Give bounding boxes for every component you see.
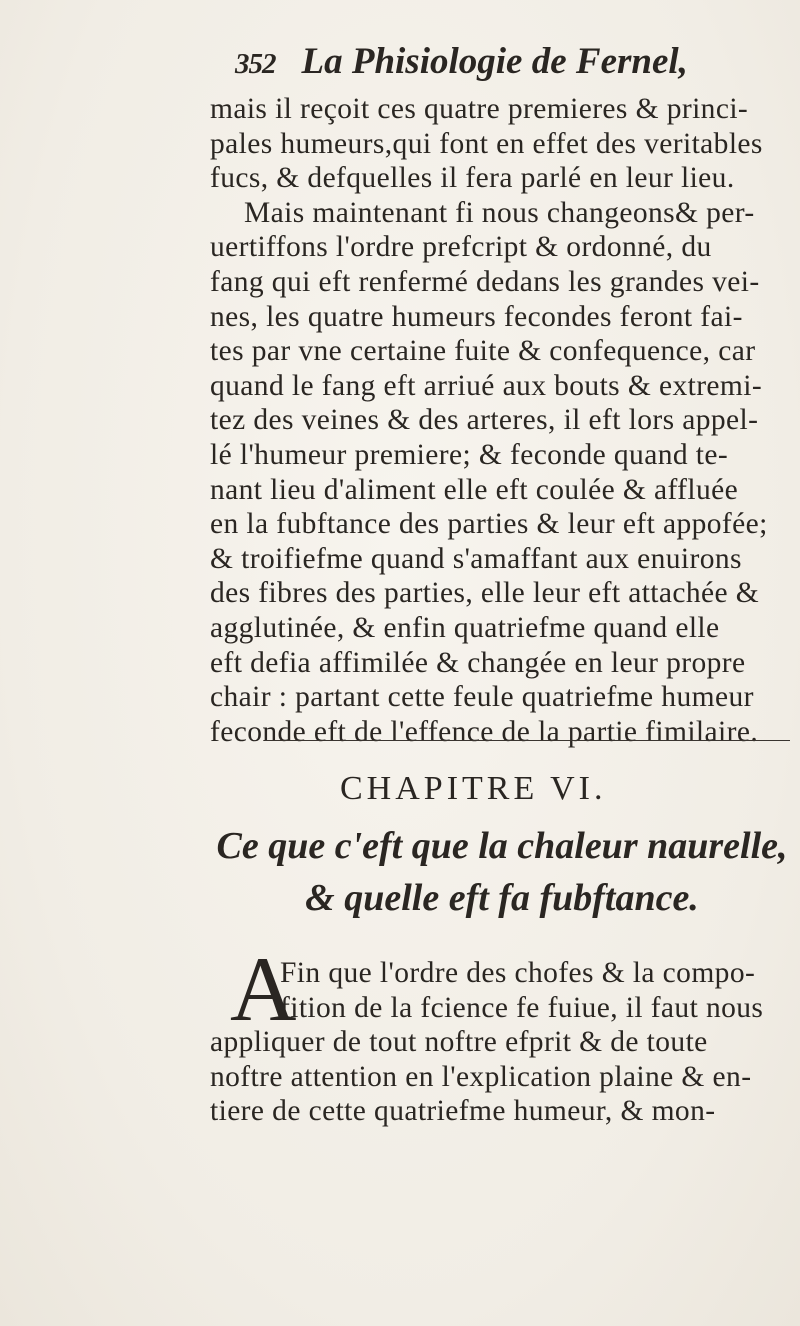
chapter-title-line: Ce que c'eft que la chaleur naurelle, [216, 825, 788, 867]
text-line: chair : partant cette feule quatriefme humeur [210, 681, 754, 714]
text-line: des fibres des parties, elle leur eft attachée & [210, 577, 760, 610]
chapter-title [212, 820, 792, 924]
text-line: mais il reçoit ces quatre premieres & princi- [210, 93, 749, 125]
text-line: Mais maintenant fi nous changeons& per- [244, 196, 755, 229]
page-number: 352 [235, 48, 276, 80]
text-line: fition de la fcience fe fuiue, il faut nous [280, 991, 764, 1024]
text-line: eft defia affimilée & changée en leur propre [210, 646, 746, 679]
drop-cap: A [230, 938, 297, 1040]
text-line: tez des veines & des arteres, il eft lors appel- [210, 404, 759, 437]
text-line: feconde eft de l'effence de la partie fimilaire. [210, 715, 759, 748]
text-line: quand le fang eft arriué aux bouts & extremi- [210, 369, 763, 402]
text-line: nes, les quatre humeurs fecondes feront fai- [210, 300, 743, 333]
text-line: fucs, & defquelles il fera parlé en leur lieu. [210, 162, 735, 195]
chapter-title-line: & quelle eft fa fubftance. [305, 877, 699, 919]
text-line: noftre attention en l'explication plaine & en- [210, 1060, 752, 1093]
text-line: uertiffons l'ordre prefcript & ordonné, du [210, 231, 712, 264]
text-line: en la fubftance des parties & leur eft appofée; [210, 508, 768, 541]
chapter-heading: CHAPITRE VI. [340, 770, 607, 807]
text-line: Fin que l'ordre des chofes & la compo- [280, 957, 756, 989]
page-header [235, 40, 688, 83]
text-line: nant lieu d'aliment elle eft coulée & affluée [210, 473, 739, 506]
text-line: tes par vne certaine fuite & confequence, car [210, 335, 756, 368]
text-line: tiere de cette quatriefme humeur, & mon- [210, 1095, 716, 1128]
text-line: & troifiefme quand s'amaffant aux enuirons [210, 542, 742, 575]
paragraph-one [210, 92, 793, 749]
running-title: La Phisiologie de Fernel, [301, 41, 688, 82]
text-line: appliquer de tout noftre efprit & de toute [210, 1026, 708, 1059]
paragraph-two [210, 956, 793, 1129]
text-line: lé l'humeur premiere; & feconde quand te- [210, 438, 729, 471]
text-line: pales humeurs,qui font en effet des veritables [210, 127, 763, 160]
section-rule [265, 740, 790, 741]
text-line: fang qui eft renfermé dedans les grandes vei- [210, 265, 760, 298]
text-line: agglutinée, & enfin quatriefme quand elle [210, 611, 720, 644]
